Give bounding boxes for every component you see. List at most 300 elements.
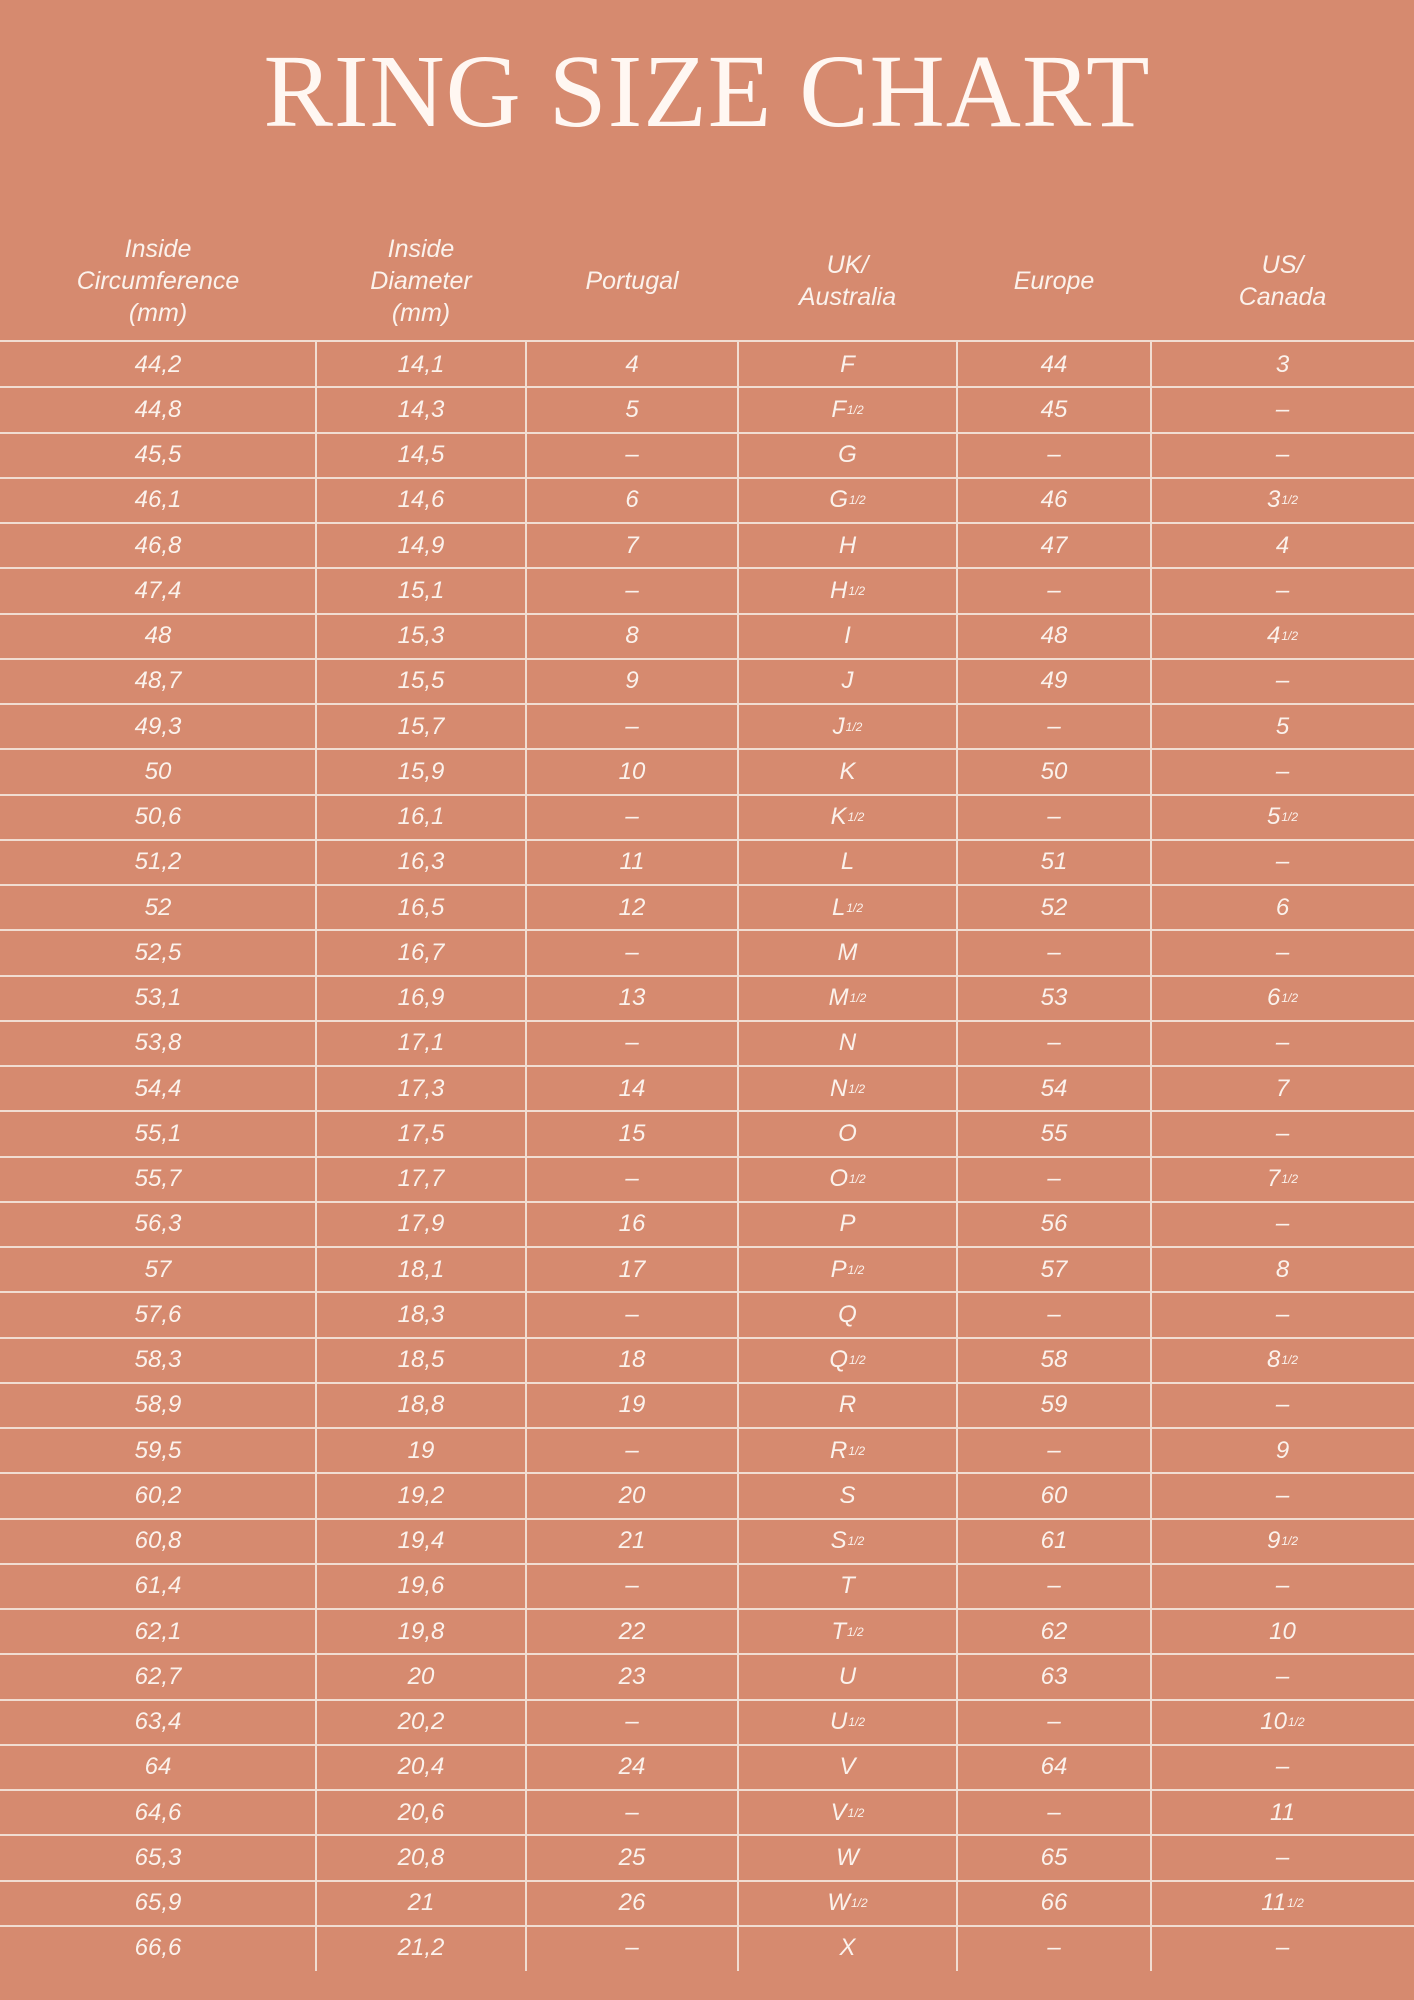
cell-portugal: 18 bbox=[618, 1346, 646, 1374]
header-line-text: Inside bbox=[387, 235, 455, 263]
table-row bbox=[0, 614, 1414, 659]
cell-us-canada: – bbox=[1275, 395, 1290, 423]
cell-inside-diameter: 18,1 bbox=[397, 1255, 445, 1283]
cell-us-canada: – bbox=[1275, 938, 1290, 966]
cell-us-canada: – bbox=[1275, 1843, 1290, 1871]
header-europe bbox=[957, 222, 1151, 340]
cell-portugal: – bbox=[625, 938, 639, 966]
cell-us-canada: – bbox=[1275, 667, 1290, 695]
cell-uk-australia: P bbox=[839, 1210, 856, 1238]
header-line-text: Portugal bbox=[585, 267, 679, 295]
cell-inside-circumference: 49,3 bbox=[134, 712, 182, 740]
cell-inside-diameter: 21,2 bbox=[397, 1934, 445, 1962]
table-row bbox=[0, 1292, 1414, 1337]
cell-uk-australia: O bbox=[838, 1119, 857, 1147]
cell-us-canada: 5 1/2 bbox=[1266, 803, 1299, 831]
bottom-padding bbox=[0, 1971, 1414, 2000]
table-row bbox=[0, 930, 1414, 975]
cell-us-canada: – bbox=[1275, 1300, 1290, 1328]
size-value: J bbox=[832, 712, 845, 740]
cell-europe: – bbox=[1047, 441, 1061, 469]
cell-inside-diameter: 19,8 bbox=[397, 1617, 445, 1645]
cell-europe: 55 bbox=[1040, 1119, 1068, 1147]
cell-europe: 65 bbox=[1040, 1843, 1068, 1871]
cell-europe: 44 bbox=[1040, 350, 1068, 378]
cell-inside-circumference: 51,2 bbox=[134, 848, 182, 876]
cell-inside-circumference: 55,7 bbox=[134, 1165, 182, 1193]
cell-uk-australia: J 1/2 bbox=[832, 712, 863, 740]
header-line-text: Europe bbox=[1013, 267, 1095, 295]
cell-inside-diameter: 19 bbox=[407, 1436, 435, 1464]
table-row bbox=[0, 1835, 1414, 1880]
cell-uk-australia: L 1/2 bbox=[831, 893, 864, 921]
size-value: Q bbox=[829, 1346, 848, 1374]
table-row bbox=[0, 1609, 1414, 1654]
cell-europe: – bbox=[1047, 1708, 1061, 1736]
cell-inside-circumference: 50,6 bbox=[134, 803, 182, 831]
size-value: F bbox=[831, 395, 846, 423]
cell-portugal: 4 bbox=[625, 350, 639, 378]
table-row bbox=[0, 1881, 1414, 1926]
cell-uk-australia: U 1/2 bbox=[829, 1708, 866, 1736]
table-row bbox=[0, 1021, 1414, 1066]
cell-portugal: – bbox=[625, 1300, 639, 1328]
cell-europe: 45 bbox=[1040, 395, 1068, 423]
table-row bbox=[0, 1383, 1414, 1428]
table-row bbox=[0, 1564, 1414, 1609]
cell-inside-circumference: 48 bbox=[144, 622, 172, 650]
cell-us-canada: 11 1/2 bbox=[1261, 1889, 1304, 1917]
cell-europe: 51 bbox=[1040, 848, 1068, 876]
table-row bbox=[0, 1790, 1414, 1835]
cell-inside-circumference: 66,6 bbox=[134, 1934, 182, 1962]
table-row bbox=[0, 1157, 1414, 1202]
size-value: R bbox=[829, 1436, 848, 1464]
cell-us-canada: 10 bbox=[1269, 1617, 1296, 1645]
size-value: L bbox=[831, 893, 846, 921]
cell-inside-circumference: 63,4 bbox=[134, 1708, 182, 1736]
cell-inside-circumference: 62,1 bbox=[134, 1617, 182, 1645]
cell-portugal: 24 bbox=[618, 1753, 646, 1781]
table-row bbox=[0, 885, 1414, 930]
cell-uk-australia: W bbox=[836, 1843, 859, 1871]
size-value: W bbox=[827, 1889, 850, 1917]
cell-uk-australia: S 1/2 bbox=[830, 1527, 865, 1555]
cell-uk-australia: H 1/2 bbox=[829, 576, 866, 604]
cell-europe: 56 bbox=[1040, 1210, 1068, 1238]
header-text bbox=[77, 233, 240, 329]
cell-uk-australia: N bbox=[838, 1029, 857, 1057]
cell-europe: 66 bbox=[1040, 1889, 1068, 1917]
cell-portugal: 9 bbox=[625, 667, 639, 695]
cell-uk-australia: R bbox=[838, 1391, 857, 1419]
cell-us-canada: – bbox=[1275, 576, 1290, 604]
cell-europe: 50 bbox=[1040, 757, 1068, 785]
cell-inside-circumference: 53,1 bbox=[134, 984, 182, 1012]
cell-europe: 48 bbox=[1040, 622, 1068, 650]
cell-inside-circumference: 55,1 bbox=[134, 1119, 182, 1147]
cell-us-canada: 3 1/2 bbox=[1266, 486, 1299, 514]
table-row bbox=[0, 1519, 1414, 1564]
size-value: 3 bbox=[1266, 486, 1281, 514]
cell-europe: 46 bbox=[1040, 486, 1068, 514]
cell-portugal: 10 bbox=[618, 757, 646, 785]
cell-inside-diameter: 17,1 bbox=[397, 1029, 445, 1057]
header-line-text: Australia bbox=[798, 283, 897, 311]
cell-inside-diameter: 17,5 bbox=[397, 1119, 445, 1147]
cell-uk-australia: H bbox=[838, 531, 857, 559]
cell-us-canada: 3 bbox=[1275, 350, 1290, 378]
cell-uk-australia: M 1/2 bbox=[828, 984, 867, 1012]
cell-uk-australia: J bbox=[841, 667, 854, 695]
cell-inside-diameter: 14,3 bbox=[397, 395, 445, 423]
table-row bbox=[0, 1654, 1414, 1699]
cell-portugal: – bbox=[625, 1934, 639, 1962]
cell-portugal: 15 bbox=[618, 1119, 646, 1147]
cell-inside-diameter: 16,5 bbox=[397, 893, 445, 921]
cell-inside-diameter: 20,6 bbox=[397, 1798, 445, 1826]
header-us-canada bbox=[1151, 222, 1414, 340]
table-row bbox=[0, 1428, 1414, 1473]
cell-inside-diameter: 20,8 bbox=[397, 1843, 445, 1871]
table-row bbox=[0, 749, 1414, 794]
cell-uk-australia: S bbox=[839, 1481, 856, 1509]
header-inside-diameter bbox=[316, 222, 526, 340]
cell-inside-circumference: 64 bbox=[144, 1753, 172, 1781]
cell-europe: 59 bbox=[1040, 1391, 1068, 1419]
size-value: K bbox=[830, 803, 847, 831]
header-line-text: UK/ bbox=[826, 251, 869, 279]
cell-inside-circumference: 65,3 bbox=[134, 1843, 182, 1871]
cell-portugal: 20 bbox=[618, 1481, 646, 1509]
cell-us-canada: – bbox=[1275, 1481, 1290, 1509]
header-inside-circumference bbox=[0, 222, 316, 340]
cell-inside-circumference: 57 bbox=[144, 1255, 172, 1283]
cell-inside-circumference: 46,1 bbox=[134, 486, 182, 514]
cell-europe: – bbox=[1047, 1300, 1061, 1328]
cell-europe: 64 bbox=[1040, 1753, 1068, 1781]
cell-europe: – bbox=[1047, 938, 1061, 966]
cell-inside-diameter: 15,5 bbox=[397, 667, 445, 695]
cell-us-canada: 6 bbox=[1275, 893, 1290, 921]
cell-portugal: – bbox=[625, 1708, 639, 1736]
table-row bbox=[0, 1338, 1414, 1383]
cell-inside-diameter: 15,9 bbox=[397, 757, 445, 785]
cell-portugal: – bbox=[625, 1029, 639, 1057]
cell-inside-circumference: 52 bbox=[144, 893, 172, 921]
cell-portugal: 26 bbox=[618, 1889, 646, 1917]
cell-europe: – bbox=[1047, 1572, 1061, 1600]
table-row bbox=[0, 568, 1414, 613]
cell-inside-circumference: 58,9 bbox=[134, 1391, 182, 1419]
cell-inside-diameter: 16,1 bbox=[397, 803, 445, 831]
table-header-row bbox=[0, 222, 1414, 340]
cell-inside-diameter: 18,8 bbox=[397, 1391, 445, 1419]
cell-us-canada: – bbox=[1275, 848, 1290, 876]
cell-inside-diameter: 20 bbox=[407, 1662, 435, 1690]
cell-inside-diameter: 14,9 bbox=[397, 531, 445, 559]
cell-us-canada: 6 1/2 bbox=[1266, 984, 1299, 1012]
table-row bbox=[0, 433, 1414, 478]
cell-portugal: – bbox=[625, 712, 639, 740]
cell-portugal: 13 bbox=[618, 984, 646, 1012]
header-portugal bbox=[526, 222, 738, 340]
cell-us-canada: – bbox=[1275, 1210, 1290, 1238]
cell-europe: 53 bbox=[1040, 984, 1068, 1012]
cell-inside-circumference: 62,7 bbox=[134, 1662, 182, 1690]
table-row bbox=[0, 1247, 1414, 1292]
cell-europe: 52 bbox=[1040, 893, 1068, 921]
cell-inside-diameter: 17,9 bbox=[397, 1210, 445, 1238]
size-value: 7 bbox=[1266, 1165, 1281, 1193]
cell-inside-circumference: 57,6 bbox=[134, 1300, 182, 1328]
size-value: O bbox=[829, 1165, 848, 1193]
table-row bbox=[0, 342, 1414, 387]
header-text bbox=[585, 265, 678, 297]
cell-inside-diameter: 20,4 bbox=[397, 1753, 445, 1781]
cell-us-canada: – bbox=[1275, 1391, 1290, 1419]
cell-us-canada: 9 bbox=[1275, 1436, 1290, 1464]
cell-inside-circumference: 60,8 bbox=[134, 1527, 182, 1555]
header-line-text: (mm) bbox=[128, 299, 188, 327]
cell-uk-australia: F bbox=[840, 350, 855, 378]
cell-us-canada: 8 1/2 bbox=[1266, 1346, 1299, 1374]
cell-europe: 54 bbox=[1040, 1074, 1068, 1102]
cell-europe: 61 bbox=[1040, 1527, 1068, 1555]
cell-uk-australia: T 1/2 bbox=[831, 1617, 864, 1645]
cell-inside-circumference: 59,5 bbox=[134, 1436, 182, 1464]
cell-inside-diameter: 14,5 bbox=[397, 441, 445, 469]
cell-inside-diameter: 19,4 bbox=[397, 1527, 445, 1555]
cell-uk-australia: F 1/2 bbox=[831, 395, 864, 423]
header-text bbox=[1014, 265, 1095, 297]
cell-us-canada: 7 bbox=[1275, 1074, 1290, 1102]
header-line-text: (mm) bbox=[391, 299, 451, 327]
size-value: 10 bbox=[1260, 1708, 1287, 1736]
table-row bbox=[0, 1700, 1414, 1745]
cell-inside-diameter: 20,2 bbox=[397, 1708, 445, 1736]
cell-inside-circumference: 53,8 bbox=[134, 1029, 182, 1057]
cell-uk-australia: I bbox=[844, 622, 851, 650]
header-uk-australia bbox=[738, 222, 957, 340]
table-row bbox=[0, 1926, 1414, 1971]
cell-uk-australia: M bbox=[837, 938, 858, 966]
cell-uk-australia: R 1/2 bbox=[829, 1436, 866, 1464]
header-line-text: Inside bbox=[124, 235, 192, 263]
cell-uk-australia: N 1/2 bbox=[829, 1074, 866, 1102]
cell-inside-circumference: 64,6 bbox=[134, 1798, 182, 1826]
cell-europe: 49 bbox=[1040, 667, 1068, 695]
cell-inside-circumference: 47,4 bbox=[134, 576, 182, 604]
header-text bbox=[1239, 249, 1327, 313]
size-value: M bbox=[828, 984, 849, 1012]
cell-uk-australia: Q 1/2 bbox=[829, 1346, 866, 1374]
cell-us-canada: – bbox=[1275, 1662, 1290, 1690]
cell-portugal: 21 bbox=[618, 1527, 646, 1555]
size-value: 9 bbox=[1266, 1527, 1281, 1555]
table-row bbox=[0, 1473, 1414, 1518]
cell-us-canada: 4 1/2 bbox=[1266, 622, 1299, 650]
cell-inside-diameter: 17,3 bbox=[397, 1074, 445, 1102]
cell-portugal: – bbox=[625, 1165, 639, 1193]
cell-uk-australia: G bbox=[838, 441, 857, 469]
cell-inside-diameter: 19,2 bbox=[397, 1481, 445, 1509]
cell-portugal: 14 bbox=[618, 1074, 646, 1102]
header-text bbox=[370, 233, 471, 329]
cell-inside-diameter: 15,1 bbox=[397, 576, 445, 604]
header-text bbox=[799, 249, 896, 313]
cell-portugal: 22 bbox=[618, 1617, 646, 1645]
cell-europe: 60 bbox=[1040, 1481, 1068, 1509]
cell-portugal: – bbox=[625, 576, 639, 604]
size-value: G bbox=[829, 486, 848, 514]
cell-inside-circumference: 60,2 bbox=[134, 1481, 182, 1509]
cell-inside-circumference: 45,5 bbox=[134, 441, 182, 469]
cell-inside-diameter: 19,6 bbox=[397, 1572, 445, 1600]
table-row bbox=[0, 704, 1414, 749]
cell-portugal: 5 bbox=[625, 395, 639, 423]
cell-uk-australia: U bbox=[838, 1662, 857, 1690]
cell-us-canada: – bbox=[1275, 1119, 1290, 1147]
cell-inside-diameter: 16,7 bbox=[397, 938, 445, 966]
cell-europe: – bbox=[1047, 1798, 1061, 1826]
cell-europe: – bbox=[1047, 1165, 1061, 1193]
cell-europe: – bbox=[1047, 712, 1061, 740]
cell-us-canada: – bbox=[1275, 1753, 1290, 1781]
cell-uk-australia: O 1/2 bbox=[829, 1165, 866, 1193]
cell-us-canada: 8 bbox=[1275, 1255, 1290, 1283]
table-row bbox=[0, 387, 1414, 432]
cell-portugal: 12 bbox=[618, 893, 646, 921]
cell-us-canada: – bbox=[1275, 1934, 1290, 1962]
size-value: P bbox=[830, 1255, 847, 1283]
cell-inside-circumference: 56,3 bbox=[134, 1210, 182, 1238]
cell-inside-diameter: 15,7 bbox=[397, 712, 445, 740]
size-value: T bbox=[831, 1617, 846, 1645]
cell-uk-australia: X bbox=[839, 1934, 856, 1962]
cell-portugal: 25 bbox=[618, 1843, 646, 1871]
cell-uk-australia: V bbox=[839, 1753, 856, 1781]
table-row bbox=[0, 478, 1414, 523]
size-value: S bbox=[830, 1527, 847, 1555]
table-row bbox=[0, 1745, 1414, 1790]
cell-uk-australia: K 1/2 bbox=[830, 803, 865, 831]
cell-uk-australia: P 1/2 bbox=[830, 1255, 865, 1283]
size-value: H bbox=[829, 576, 848, 604]
cell-inside-diameter: 16,9 bbox=[397, 984, 445, 1012]
cell-europe: 57 bbox=[1040, 1255, 1068, 1283]
cell-portugal: 6 bbox=[625, 486, 639, 514]
cell-us-canada: 7 1/2 bbox=[1266, 1165, 1299, 1193]
cell-inside-diameter: 17,7 bbox=[397, 1165, 445, 1193]
cell-portugal: – bbox=[625, 803, 639, 831]
size-value: 4 bbox=[1266, 622, 1281, 650]
cell-inside-circumference: 44,8 bbox=[134, 395, 182, 423]
cell-us-canada: 9 1/2 bbox=[1266, 1527, 1299, 1555]
cell-uk-australia: G 1/2 bbox=[829, 486, 866, 514]
cell-portugal: – bbox=[625, 1436, 639, 1464]
cell-inside-diameter: 21 bbox=[407, 1889, 435, 1917]
cell-inside-diameter: 16,3 bbox=[397, 848, 445, 876]
header-line-text: Diameter bbox=[370, 267, 472, 295]
size-value: 6 bbox=[1266, 984, 1281, 1012]
cell-inside-circumference: 44,2 bbox=[134, 350, 182, 378]
cell-europe: 58 bbox=[1040, 1346, 1068, 1374]
size-value: 8 bbox=[1266, 1346, 1281, 1374]
cell-inside-diameter: 18,3 bbox=[397, 1300, 445, 1328]
size-value: U bbox=[829, 1708, 848, 1736]
cell-portugal: 17 bbox=[618, 1255, 646, 1283]
table-row bbox=[0, 523, 1414, 568]
cell-portugal: 11 bbox=[619, 848, 645, 876]
cell-portugal: 19 bbox=[618, 1391, 646, 1419]
cell-inside-diameter: 15,3 bbox=[397, 622, 445, 650]
cell-inside-diameter: 14,6 bbox=[397, 486, 445, 514]
cell-portugal: – bbox=[625, 1572, 639, 1600]
size-value: 11 bbox=[1261, 1889, 1287, 1917]
cell-inside-circumference: 48,7 bbox=[134, 667, 182, 695]
size-value: N bbox=[829, 1074, 848, 1102]
cell-us-canada: 5 bbox=[1275, 712, 1290, 740]
cell-portugal: – bbox=[625, 441, 639, 469]
cell-inside-circumference: 52,5 bbox=[134, 938, 182, 966]
cell-portugal: 7 bbox=[625, 531, 639, 559]
cell-inside-diameter: 14,1 bbox=[397, 350, 445, 378]
cell-us-canada: – bbox=[1275, 757, 1290, 785]
cell-inside-circumference: 61,4 bbox=[134, 1572, 182, 1600]
size-value: 5 bbox=[1266, 803, 1281, 831]
cell-europe: – bbox=[1047, 576, 1061, 604]
cell-inside-circumference: 65,9 bbox=[134, 1889, 182, 1917]
cell-uk-australia: K bbox=[839, 757, 856, 785]
cell-europe: – bbox=[1047, 1934, 1061, 1962]
cell-inside-circumference: 46,8 bbox=[134, 531, 182, 559]
cell-inside-circumference: 54,4 bbox=[134, 1074, 182, 1102]
cell-inside-diameter: 18,5 bbox=[397, 1346, 445, 1374]
cell-us-canada: 4 bbox=[1275, 531, 1290, 559]
cell-europe: 62 bbox=[1040, 1617, 1068, 1645]
size-table bbox=[0, 342, 1414, 1971]
cell-europe: – bbox=[1047, 803, 1061, 831]
cell-us-canada: – bbox=[1275, 1572, 1290, 1600]
cell-europe: 47 bbox=[1040, 531, 1068, 559]
table-row bbox=[0, 1111, 1414, 1156]
page-title: RING SIZE CHART bbox=[263, 34, 1151, 149]
header-line-text: Canada bbox=[1238, 283, 1327, 311]
cell-europe: – bbox=[1047, 1436, 1061, 1464]
cell-inside-circumference: 58,3 bbox=[134, 1346, 182, 1374]
table-row bbox=[0, 795, 1414, 840]
table-row bbox=[0, 659, 1414, 704]
cell-us-canada: – bbox=[1275, 441, 1290, 469]
cell-europe: – bbox=[1047, 1029, 1061, 1057]
header-line-text: US/ bbox=[1261, 251, 1304, 279]
cell-portugal: 8 bbox=[625, 622, 639, 650]
cell-us-canada: 10 1/2 bbox=[1260, 1708, 1305, 1736]
cell-portugal: 23 bbox=[618, 1662, 646, 1690]
cell-portugal: – bbox=[625, 1798, 639, 1826]
cell-uk-australia: T bbox=[840, 1572, 855, 1600]
header-line-text: Circumference bbox=[76, 267, 240, 295]
size-value: V bbox=[830, 1798, 847, 1826]
table-row bbox=[0, 1202, 1414, 1247]
cell-uk-australia: Q bbox=[838, 1300, 857, 1328]
cell-us-canada: 11 bbox=[1270, 1798, 1295, 1826]
cell-portugal: 16 bbox=[618, 1210, 646, 1238]
table-row bbox=[0, 976, 1414, 1021]
cell-inside-circumference: 50 bbox=[144, 757, 172, 785]
cell-uk-australia: V 1/2 bbox=[830, 1798, 865, 1826]
